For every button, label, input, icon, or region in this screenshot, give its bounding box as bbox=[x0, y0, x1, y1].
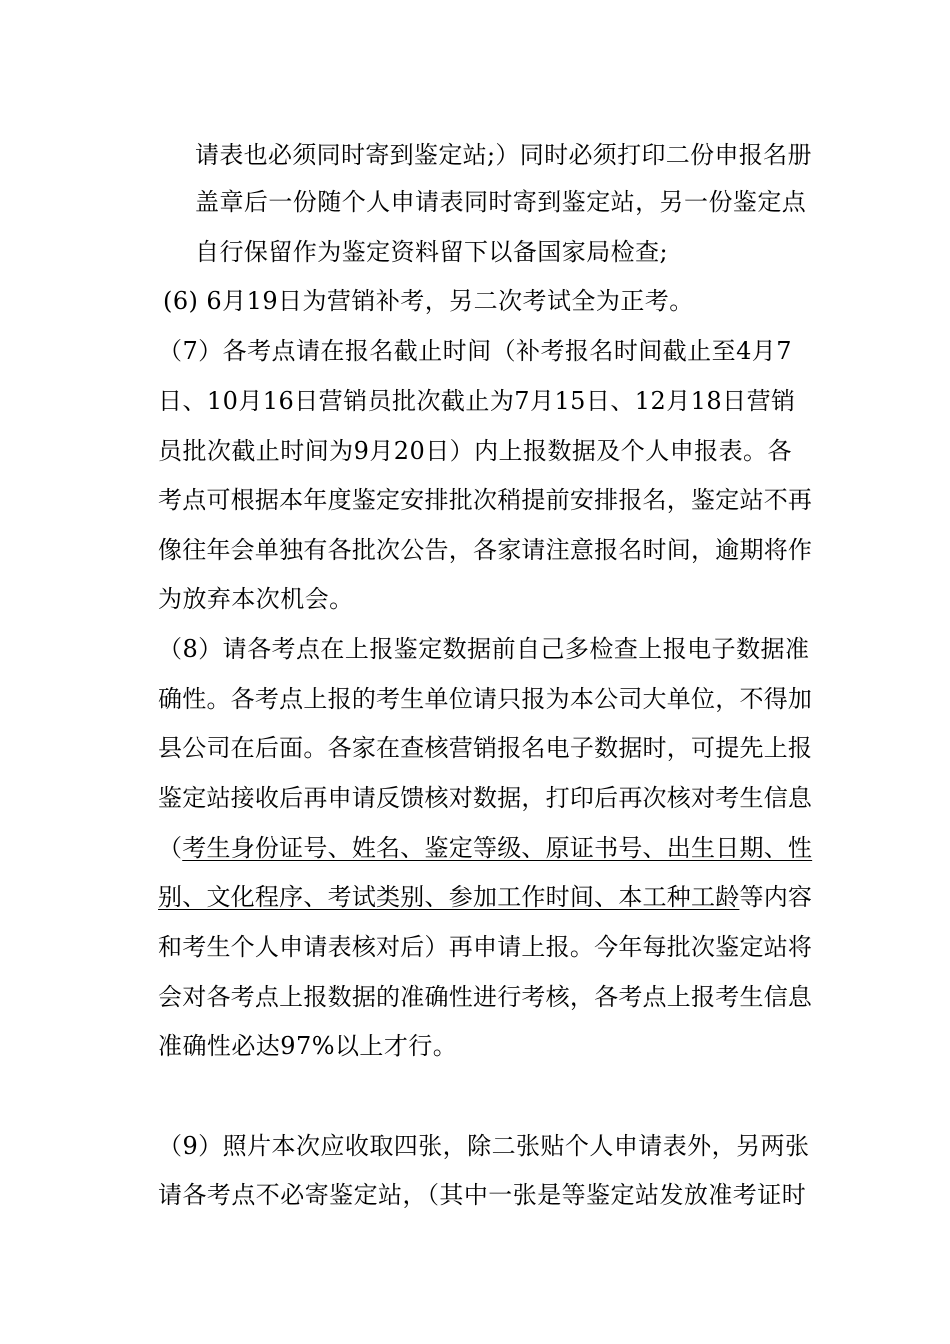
text-line: （7）各考点请在报名截止时间（补考报名时间截止至4月7 bbox=[158, 337, 792, 365]
text-line: 请各考点不必寄鉴定站，（其中一张是等鉴定站发放准考证时 bbox=[158, 1181, 807, 1209]
text-line: 像往年会单独有各批次公告，各家请注意报名时间，逾期将作 bbox=[158, 536, 813, 564]
text-line: 县公司在后面。各家在查核营销报名电子数据时，可提先上报 bbox=[158, 734, 813, 762]
text-fragment: 等内容 bbox=[739, 883, 813, 911]
text-line: 和考生个人申请表核对后）再申请上报。今年每批次鉴定站将 bbox=[158, 933, 813, 961]
underlined-text: 别、文化程序、考试类别、参加工作时间、本工种工龄 bbox=[158, 883, 740, 911]
text-line: （9）照片本次应收取四张，除二张贴个人申请表外，另两张 bbox=[158, 1132, 810, 1160]
underlined-text: 考生身份证号、姓名、鉴定等级、原证书号、出生日期、性 bbox=[182, 834, 813, 862]
text-line: 员批次截止时间为9月20日）内上报数据及个人申报表。各 bbox=[158, 437, 792, 465]
text-line bbox=[158, 834, 812, 862]
text-fragment: （ bbox=[158, 834, 183, 862]
text-line: 考点可根据本年度鉴定安排批次稍提前安排报名，鉴定站不再 bbox=[158, 486, 813, 514]
text-line: (6) 6月19日为营销补考，另二次考试全为正考。 bbox=[163, 287, 694, 315]
text-line: 准确性必达97%以上才行。 bbox=[158, 1032, 458, 1060]
text-line: 为放弃本次机会。 bbox=[158, 585, 354, 613]
text-line: （8）请各考点在上报鉴定数据前自己多检查上报电子数据准 bbox=[158, 635, 810, 663]
text-line bbox=[158, 883, 812, 911]
text-line: 确性。各考点上报的考生单位请只报为本公司大单位，不得加 bbox=[158, 685, 813, 713]
text-line: 日、10月16日营销员批次截止为7月15日、12月18日营销 bbox=[158, 387, 796, 415]
text-line: 盖章后一份随个人申请表同时寄到鉴定站，另一份鉴定点 bbox=[195, 188, 807, 216]
text-line: 自行保留作为鉴定资料留下以备国家局检查; bbox=[195, 238, 669, 266]
text-line: 鉴定站接收后再申请反馈核对数据，打印后再次核对考生信息 bbox=[158, 784, 813, 812]
text-line: 请表也必须同时寄到鉴定站;）同时必须打印二份申报名册 bbox=[195, 141, 812, 169]
text-line: 会对各考点上报数据的准确性进行考核，各考点上报考生信息 bbox=[158, 983, 813, 1011]
